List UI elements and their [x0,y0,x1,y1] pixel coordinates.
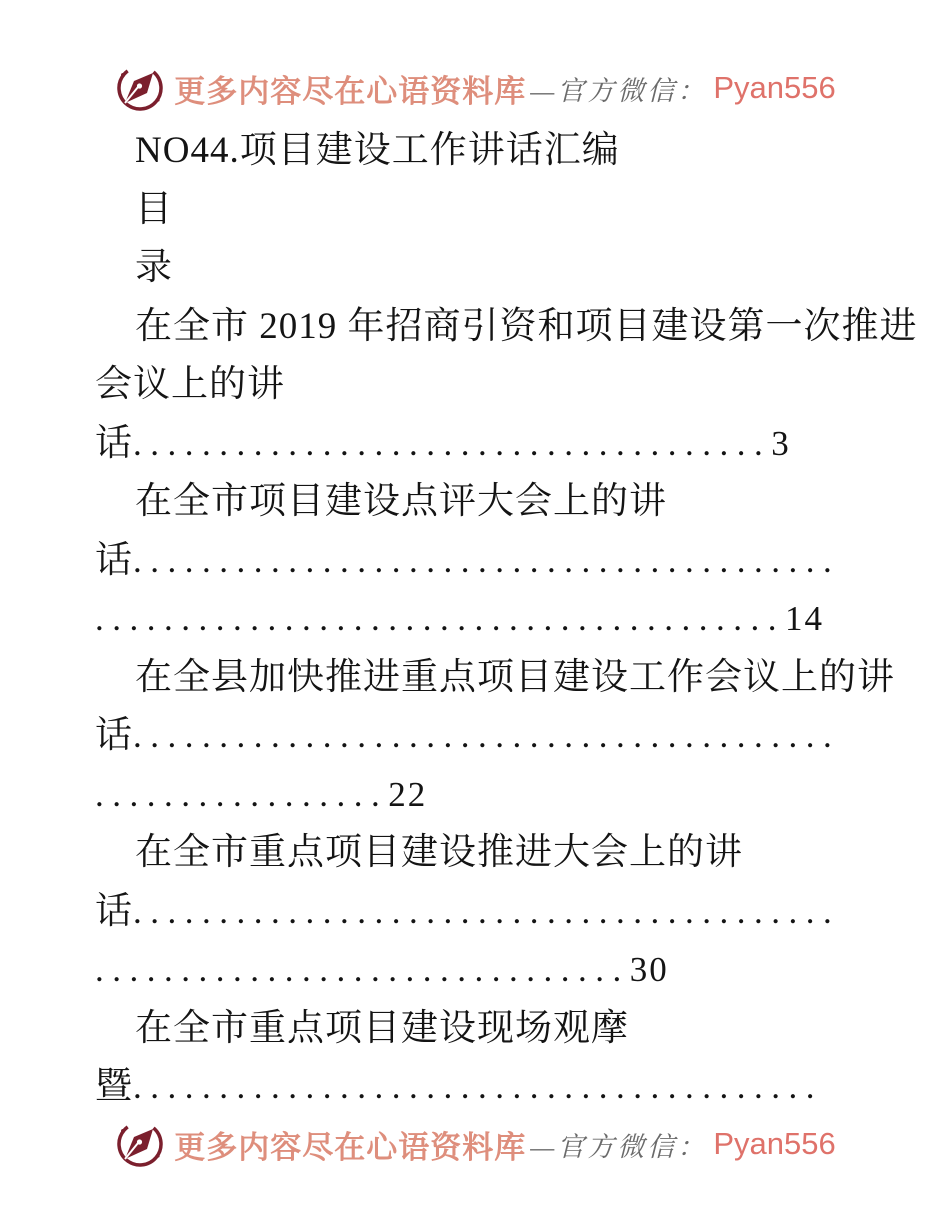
toc-line [95,1058,890,1117]
toc-line [95,707,890,766]
dot-leader: ............................... [95,950,630,989]
toc-page-number: 22 [388,774,428,814]
wechat-label: —官方微信： [530,1131,708,1162]
toc-line-lead: 话 [95,539,133,581]
toc-line-lead: 在全市重点项目建设推进大会上的讲 [135,832,743,873]
wechat-label: —官方微信： [530,75,708,106]
toc-line-lead: 录 [135,247,173,288]
toc-page-number: 3 [771,423,791,463]
toc-line-lead: 在全市重点项目建设现场观摩 [135,1007,629,1049]
toc-line-lead: 在全县加快推进重点项目建设工作会议上的讲 [135,656,895,698]
toc-line-lead: 目 [135,188,173,230]
header-banner [0,56,950,120]
toc-heading-line [95,181,890,240]
toc-line-lead: 话 [95,715,133,756]
toc-line [95,883,890,942]
toc-line [95,941,890,1000]
toc-line [95,473,890,532]
toc-heading-line [95,239,890,298]
dot-leader: ........................................ [95,599,785,638]
document-title: NO44.项目建设工作讲话汇编 [135,130,620,171]
toc-line [95,649,895,708]
dot-leader: ..................................... [133,423,772,463]
toc-line-lead: 在全市 2019 年招商引资和项目建设第一次推进 [135,305,918,347]
wechat-id: Pyan556 [713,1126,836,1161]
toc-line-lead: 话 [95,422,133,464]
brand-text: 更多内容尽在心语资料库 [174,73,527,109]
toc-line [95,766,890,825]
toc-line [95,415,890,474]
dot-leader: ......................................... [133,716,841,755]
toc-page-number: 14 [785,599,824,638]
dot-leader: ................. [95,774,389,814]
wechat-id: Pyan556 [713,70,836,105]
toc-line [95,590,890,649]
pen-circle-logo-icon [114,62,166,114]
toc-line [95,356,890,415]
pen-circle-logo-icon [114,1118,166,1170]
brand-text: 更多内容尽在心语资料库 [174,1129,527,1165]
toc-line [95,824,890,883]
toc-page-number: 30 [629,950,669,989]
toc-line [95,1000,890,1059]
dot-leader: ........................................ [133,1067,823,1106]
footer-banner [0,1112,950,1176]
toc-line-lead: 话 [95,890,133,932]
toc-line [95,532,890,591]
document-content [95,122,918,1117]
toc-line [95,298,918,357]
toc-line-lead: 暨 [95,1066,133,1107]
dot-leader: ......................................... [133,891,841,931]
toc-line-lead: 在全市项目建设点评大会上的讲 [135,481,667,522]
toc-line-lead: 会议上的讲 [95,364,285,405]
dot-leader: ......................................... [133,540,841,580]
